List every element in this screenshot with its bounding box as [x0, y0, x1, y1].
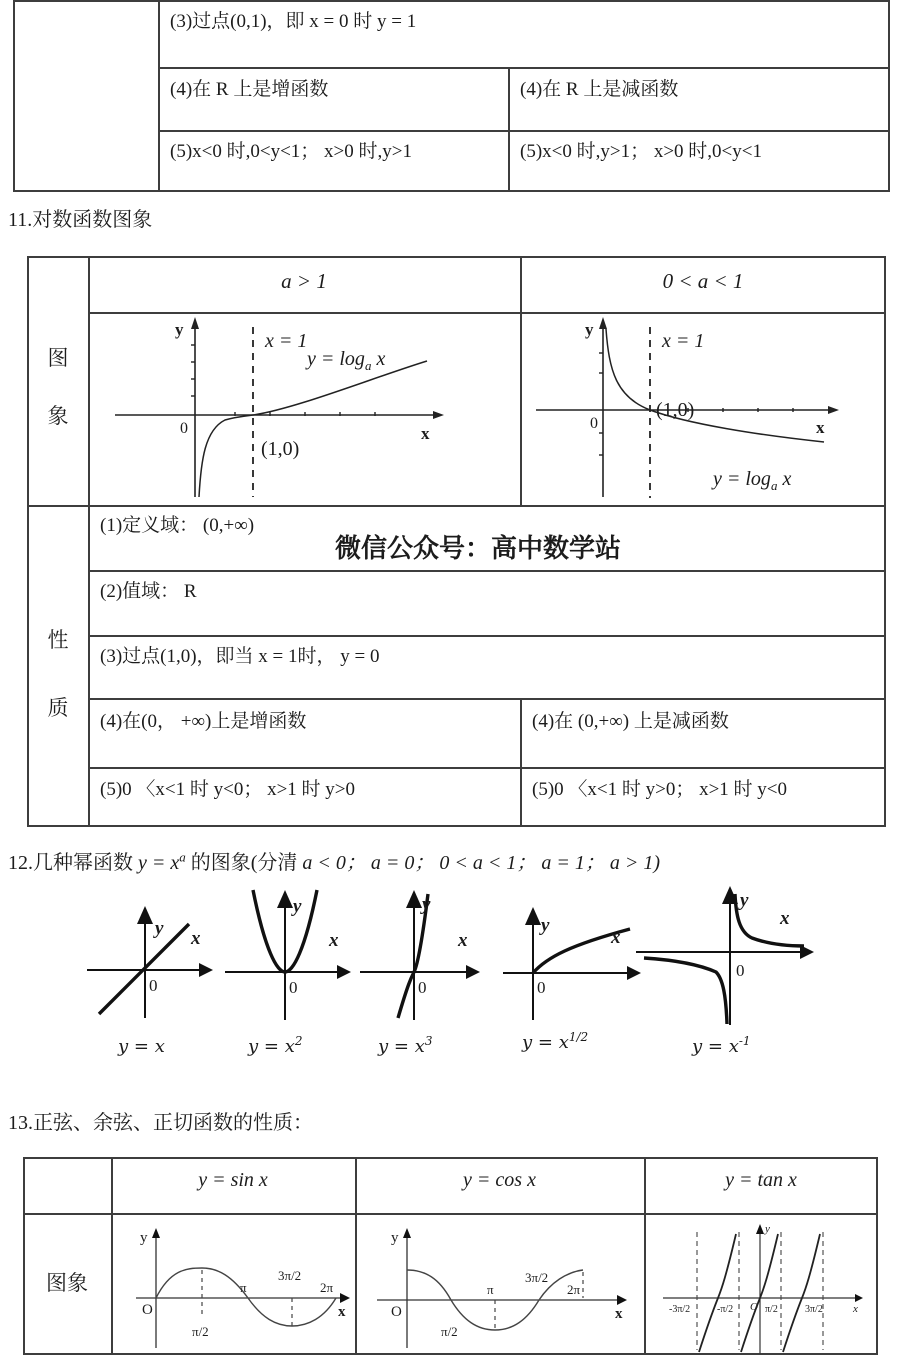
- document-page: (3)过点(0,1)，即 x = 0 时 y = 1 (4)在 R 上是增函数 (4)在 R 上是减函数 (5)x<0 时,0<y<1； x>0 时,y>1 (5)x<0 时,y>1； x>0 时,0<y<1 11.对数函数图象 a > 1 0 < a < 1 图 象 性 质 y x 0 x = 1 $y = \log_a x$ (1,0) y x 0 x = 1 (1,0) $y = \log_a x$ (1)定义域： (0,+∞) 微信公众号：高中数学站 (2)值域： R (3)过点(1,0)，即当 x = 1时， y = 0 (4)在(0， +∞)上是增函数 (4)在 (0,+∞) 上是减函数 (5)0 〈x<1 时 y<0； x>1 时 y>0 (5)0 〈x<1 时 y>0； x>1 时 y<0 12.几种幂函数 $y = x^a$ 的图象(分清 a < 0； a = 0； 0 < a < 1； a = 1； a > 1) y x 0 y x 0 y x 0 y x 0 y x 0 y = x $y = x^2$ $y = x^3$ $y = x^{1/2}$ $y = x^{-1}$ 13.正弦、余弦、正切函数的性质： y = sin x y = cos x y = tan x 图象 y x O π/2 π 3π/2 2π y x O π/2 π 3π/2 2π y x O -3π/2 -π/2 π/2 3π/2: [0, 0, 900, 1362]
- axis-x-label: x: [611, 927, 621, 948]
- log-graph-decreasing: [528, 315, 880, 501]
- tick-half-pi: π/2: [441, 1324, 458, 1339]
- log-prop1: (1)定义域： (0,+∞): [100, 515, 255, 536]
- power-graph-cube: [352, 880, 482, 1030]
- exp-prop4-decreasing: (4)在 R 上是减函数: [520, 79, 679, 100]
- log-col-header-a-gt-1: a > 1: [281, 269, 327, 293]
- exp-prop5-left: (5)x<0 时,0<y<1； x>0 时,y>1: [170, 141, 412, 162]
- origin-label: 0: [537, 978, 546, 997]
- origin-label: O: [142, 1302, 153, 1318]
- asymptote-label: x = 1: [265, 330, 308, 352]
- power-label-square: $y = x^2$: [248, 1034, 303, 1057]
- tick-pi: π: [240, 1280, 247, 1295]
- point-label: (1,0): [656, 399, 695, 421]
- axis-y-label: y: [585, 320, 594, 339]
- log-prop4-increasing: (4)在(0， +∞)上是增函数: [100, 711, 307, 732]
- axis-x-label: x: [615, 1306, 623, 1322]
- tick-pi: π: [487, 1282, 494, 1297]
- heading-11-log-functions: 11.对数函数图象: [8, 209, 153, 231]
- axis-y-label: y: [765, 1223, 770, 1235]
- trig-row-label-graph: 图象: [46, 1271, 88, 1295]
- tick-2pi: 2π: [567, 1282, 581, 1297]
- origin-label: 0: [418, 978, 427, 997]
- power-graph-square: [215, 880, 355, 1030]
- origin-label: 0: [289, 978, 298, 997]
- heading-12-power-functions: 12.几种幂函数 $y = x^a$ 的图象(分清 a < 0； a = 0； 0 < a < 1； a = 1； a > 1): [8, 849, 661, 874]
- heading-13-trig-functions: 13.正弦、余弦、正切函数的性质：: [8, 1112, 313, 1134]
- origin-label: O: [750, 1301, 758, 1313]
- curve-label: $y = \log_a x$: [307, 348, 386, 373]
- asymptote-label: x = 1: [662, 330, 705, 352]
- power-graph-sqrt: [495, 895, 645, 1025]
- axis-y-label: y: [140, 1230, 148, 1246]
- cosine-graph: [365, 1220, 633, 1352]
- axis-y-label: y: [155, 918, 164, 939]
- trig-col-header-cos: y = cos x: [463, 1169, 536, 1191]
- trig-col-header-sin: y = sin x: [198, 1169, 268, 1191]
- power-graph-reciprocal: [630, 880, 820, 1030]
- sine-graph: [120, 1220, 352, 1352]
- origin-label: 0: [736, 961, 745, 980]
- tick-3half-pi: 3π/2: [525, 1270, 549, 1285]
- origin-label: 0: [149, 976, 158, 995]
- log-graph-increasing: [95, 315, 515, 501]
- watermark-wechat: 微信公众号：高中数学站: [335, 533, 622, 563]
- log-prop4-decreasing: (4)在 (0,+∞) 上是减函数: [532, 711, 729, 732]
- point-label: (1,0): [261, 438, 300, 460]
- exp-prop3: (3)过点(0,1)，即 x = 0 时 y = 1: [170, 11, 417, 32]
- power-label-reciprocal: $y = x^{-1}$: [692, 1034, 751, 1057]
- power-label-linear: y = x: [118, 1036, 165, 1057]
- origin-label: 0: [180, 420, 188, 437]
- asymptote-neg-3half-pi: -3π/2: [669, 1304, 691, 1315]
- asymptote-3half-pi: 3π/2: [805, 1304, 823, 1315]
- axis-x-label: x: [780, 908, 790, 929]
- log-prop3: (3)过点(1,0)，即当 x = 1时， y = 0: [100, 646, 380, 667]
- axis-y-label: y: [391, 1230, 399, 1246]
- tangent-graph: [655, 1218, 867, 1356]
- log-col-header-a-lt-1: 0 < a < 1: [662, 269, 744, 293]
- axis-y-label: y: [175, 320, 184, 339]
- axis-x-label: x: [329, 930, 339, 951]
- power-label-cube: $y = x^3$: [378, 1034, 433, 1057]
- tick-3half-pi: 3π/2: [278, 1268, 302, 1283]
- axis-x-label: x: [816, 418, 825, 437]
- exp-prop5-right: (5)x<0 时,y>1； x>0 时,0<y<1: [520, 141, 762, 162]
- axis-x-label: x: [853, 1303, 858, 1315]
- axis-y-label: y: [422, 894, 431, 915]
- axis-x-label: x: [338, 1304, 346, 1320]
- axis-y-label: y: [293, 896, 302, 917]
- exp-prop4-increasing: (4)在 R 上是增函数: [170, 79, 329, 100]
- origin-label: 0: [590, 415, 598, 432]
- axis-y-label: y: [541, 915, 550, 936]
- tick-half-pi: π/2: [192, 1324, 209, 1339]
- log-prop5-left: (5)0 〈x<1 时 y<0； x>1 时 y>0: [100, 779, 356, 800]
- power-label-sqrt: $y = x^{1/2}$: [522, 1030, 589, 1053]
- log-prop2: (2)值域： R: [100, 581, 197, 602]
- trig-col-header-tan: y = tan x: [725, 1169, 797, 1191]
- axis-x-label: x: [458, 930, 468, 951]
- axis-y-label: y: [740, 890, 749, 911]
- asymptote-neg-half-pi: -π/2: [717, 1304, 734, 1315]
- log-prop5-right: (5)0 〈x<1 时 y>0； x>1 时 y<0: [532, 779, 788, 800]
- axis-x-label: x: [191, 928, 201, 949]
- tick-2pi: 2π: [320, 1280, 334, 1295]
- axis-x-label: x: [421, 424, 430, 443]
- power-graph-linear: [75, 888, 215, 1028]
- origin-label: O: [391, 1304, 402, 1320]
- curve-label: $y = \log_a x$: [713, 468, 792, 493]
- asymptote-half-pi: π/2: [765, 1304, 778, 1315]
